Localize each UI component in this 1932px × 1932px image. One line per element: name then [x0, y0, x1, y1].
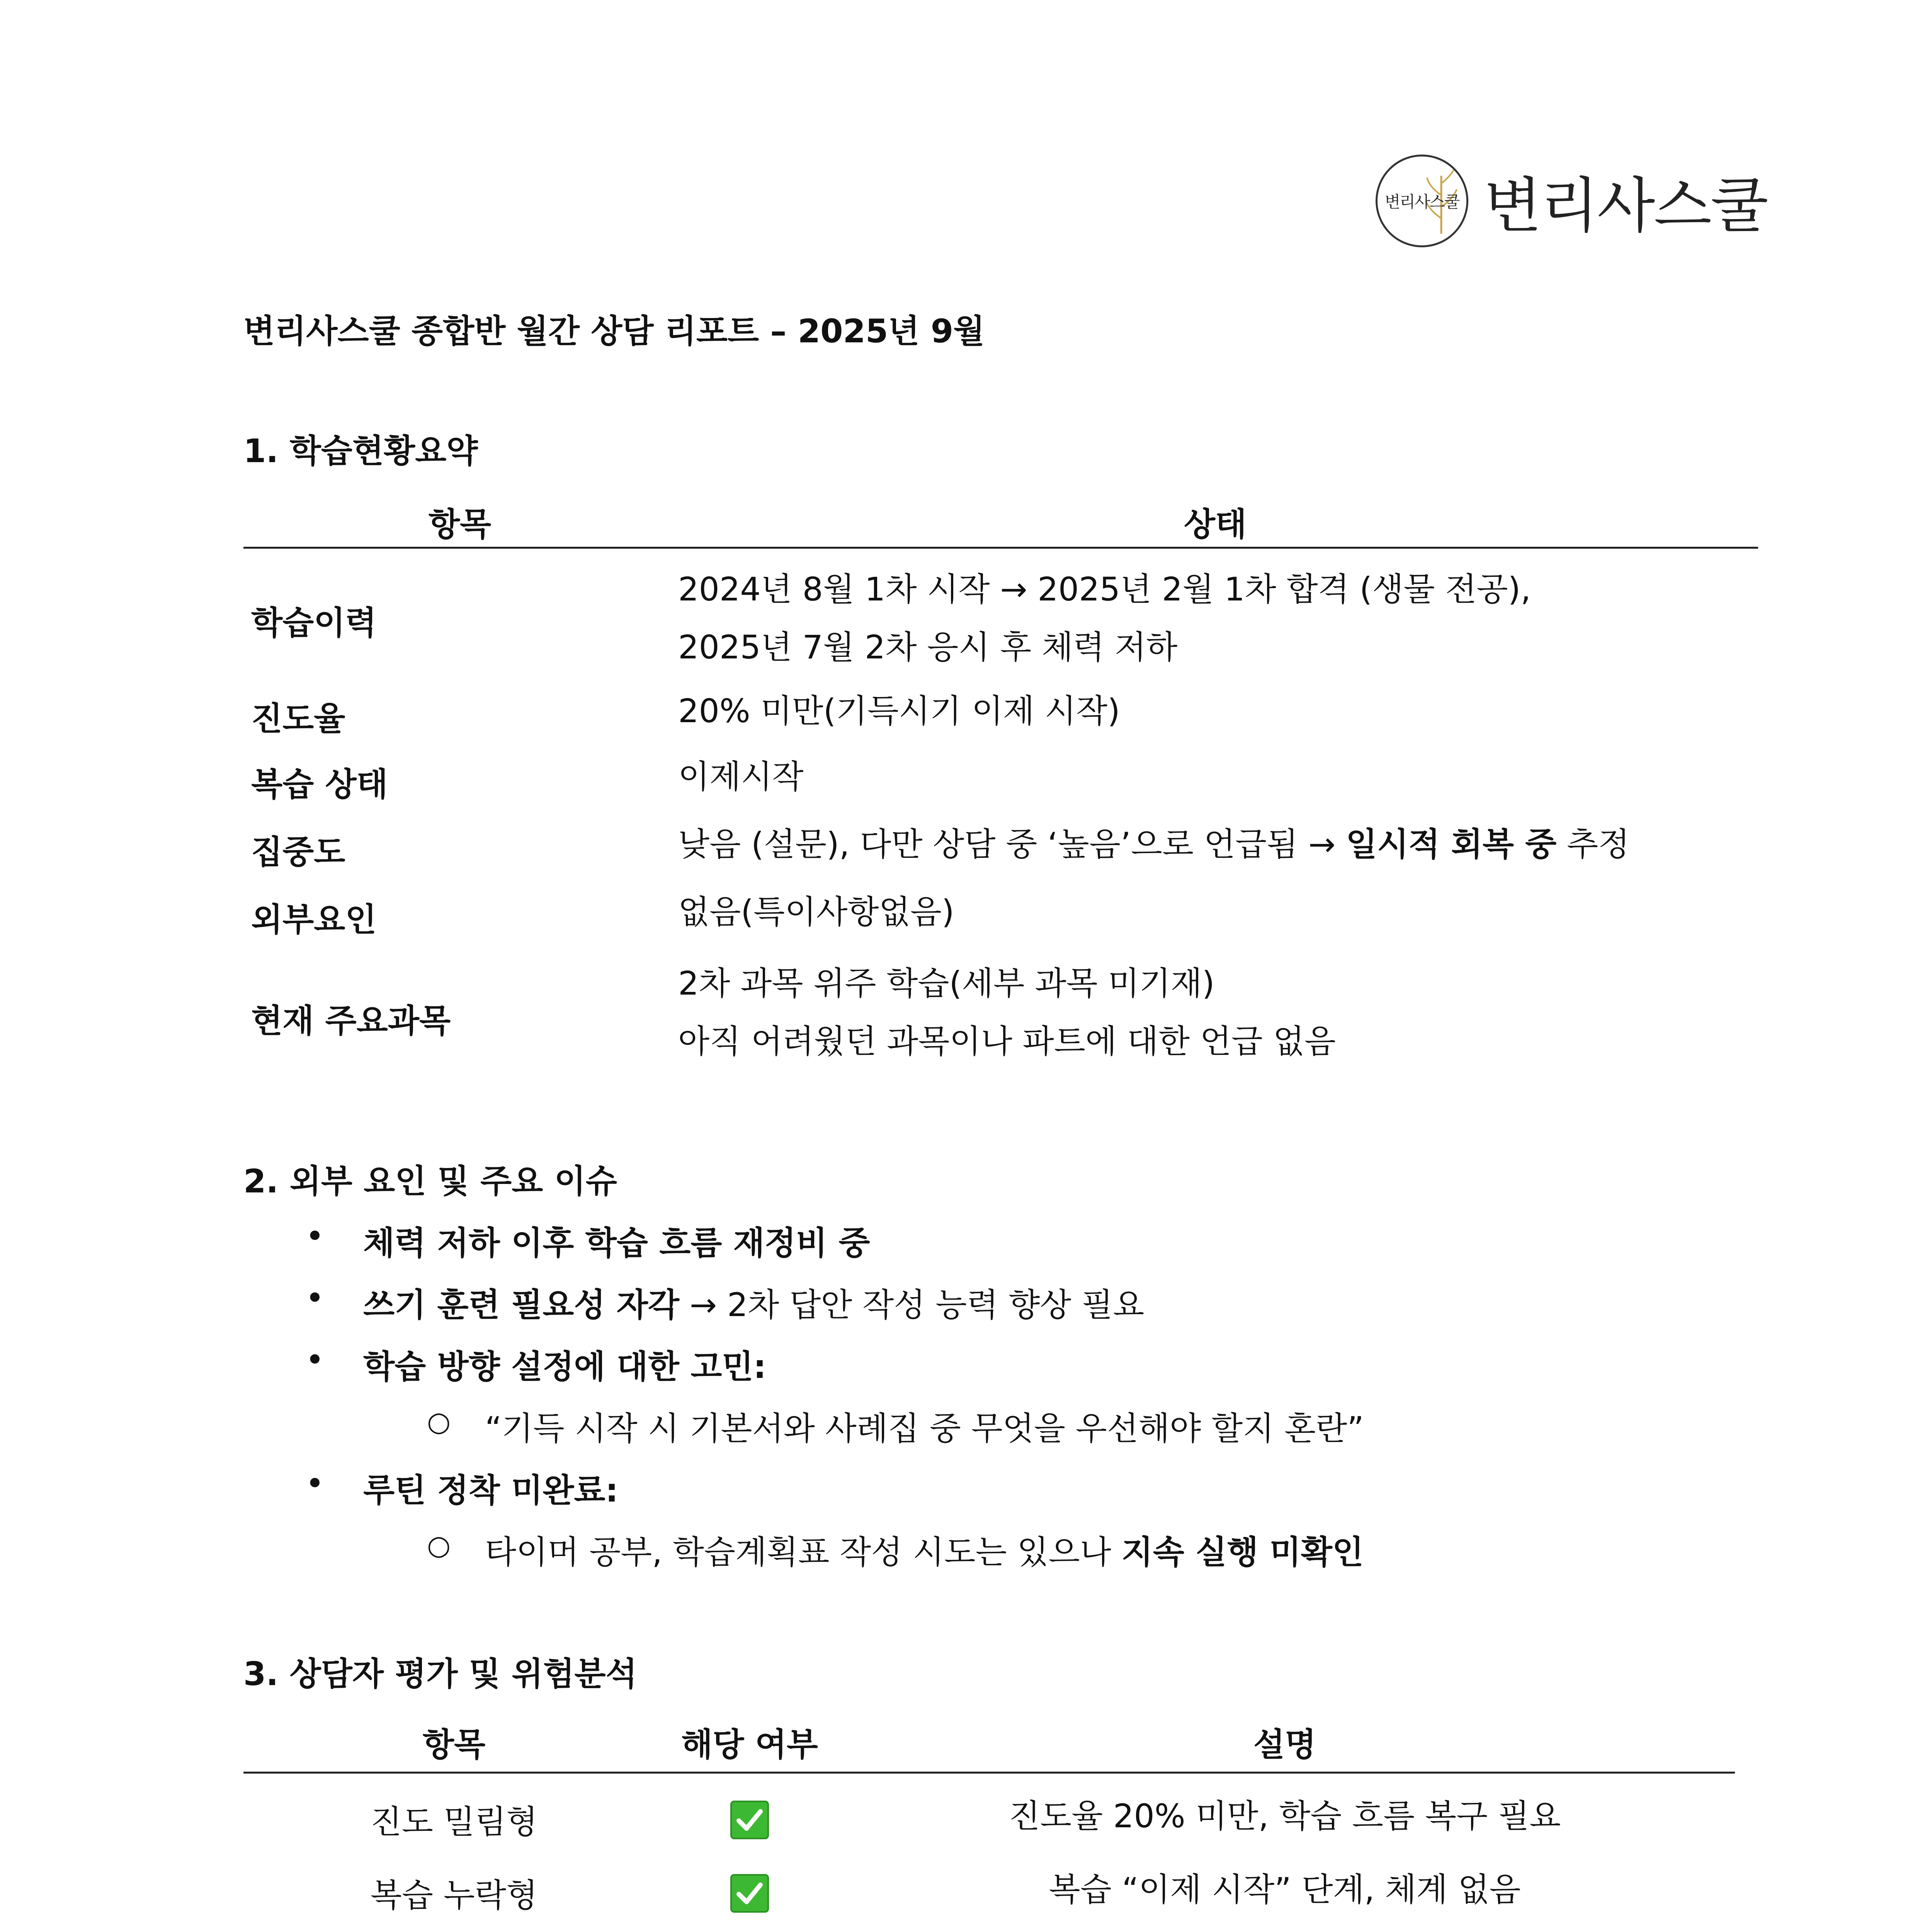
issue-sub-item — [427, 1403, 1364, 1449]
logo — [1376, 153, 1767, 249]
risk-table-col-desc: 설명 — [1253, 1726, 1316, 1764]
bullet-icon: • — [305, 1279, 325, 1317]
issue-sub-item-text: “기득 시작 시 기본서와 사례집 중 무엇을 우선해야 할지 혼란” — [485, 1410, 1364, 1447]
status-table-header — [243, 491, 1758, 549]
status-table-col-item: 항목 — [428, 505, 492, 543]
issue-sub-item — [427, 1526, 1364, 1573]
status-row-value: 20% 미만(기득시기 이제 시작) — [678, 692, 1120, 730]
bullet-icon: • — [305, 1341, 325, 1379]
issue-item — [305, 1279, 1145, 1326]
risk-row — [243, 1859, 1735, 1920]
status-row-value-text: 추정 — [1556, 825, 1630, 863]
status-row-value-line: 2025년 7월 2차 응시 후 체력 저하 — [678, 628, 1178, 666]
issue-item — [305, 1341, 767, 1388]
status-row-label: 외부요인 — [251, 901, 377, 939]
risk-row — [243, 1928, 1735, 1932]
logo-wordmark: 변리사스쿨 — [1484, 171, 1767, 241]
bullet-icon: • — [305, 1217, 325, 1255]
risk-row-desc — [998, 1928, 1571, 1932]
issue-item — [305, 1464, 619, 1511]
section-1-heading: 1. 학습현황요약 — [243, 432, 478, 470]
status-row-value — [678, 560, 1531, 676]
risk-table-header — [243, 1704, 1735, 1774]
section-2-heading: 2. 외부 요인 및 주요 이슈 — [243, 1162, 617, 1200]
issue-sub-item-text: 타이머 공부, 학습계획표 작성 시도는 있으나 — [485, 1533, 1122, 1571]
check-icon — [730, 1801, 769, 1839]
issue-item-bold: 쓰기 훈련 필요성 자각 — [363, 1286, 680, 1324]
sub-bullet-icon: ○ — [427, 1529, 451, 1561]
issue-item-bold: 체력 저하 이후 학습 흐름 재정비 중 — [363, 1224, 870, 1262]
status-row-value-line: 아직 어려웠던 과목이나 파트에 대한 언급 없음 — [678, 1022, 1336, 1060]
status-row-value: 없음(특이사항없음) — [678, 893, 954, 931]
risk-row-desc: 복습 “이제 시작” 단계, 체계 없음 — [1049, 1871, 1521, 1908]
bullet-icon: • — [305, 1464, 325, 1502]
status-row-label: 집중도 — [251, 833, 345, 871]
status-row-value-text: 낮음 (설문), 다만 상담 중 ‘높음’으로 언급됨 → — [678, 825, 1346, 863]
status-row-label: 복습 상태 — [251, 765, 388, 803]
issue-item — [305, 1217, 870, 1264]
logo-seal-text: 변리사스쿨 — [1384, 192, 1459, 211]
status-row-label: 학습이력 — [251, 604, 377, 642]
status-row-label: 진도율 — [251, 700, 345, 738]
risk-row — [243, 1785, 1735, 1847]
risk-row-desc: 진도율 20% 미만, 학습 흐름 복구 필요 — [1009, 1797, 1561, 1835]
status-row-value-line: 2차 과목 위주 학습(세부 과목 미기재) — [678, 964, 1215, 1002]
sub-bullet-icon: ○ — [427, 1406, 451, 1437]
status-row-value — [678, 954, 1336, 1070]
status-table-col-status: 상태 — [1184, 505, 1247, 543]
status-row-value-line: 2024년 8월 1차 시작 → 2025년 2월 1차 합격 (생물 전공), — [678, 570, 1531, 608]
risk-row-item: 복습 누락형 — [370, 1876, 538, 1914]
risk-table-col-item: 항목 — [422, 1726, 486, 1764]
issue-sub-item-bold: 지속 실행 미확인 — [1121, 1533, 1364, 1571]
risk-table-col-applies: 해당 여부 — [681, 1726, 818, 1764]
check-icon — [730, 1874, 769, 1913]
risk-row-desc-line — [998, 1928, 1571, 1932]
status-row-label: 현재 주요과목 — [251, 1002, 451, 1040]
issue-item-bold: 학습 방향 설정에 대한 고민: — [363, 1348, 767, 1386]
logo-seal — [1376, 155, 1468, 247]
section-3-heading: 3. 상담자 평가 및 위험분석 — [243, 1655, 637, 1693]
document-title: 변리사스쿨 종합반 월간 상담 리포트 – 2025년 9월 — [243, 312, 985, 350]
issue-item-text: → 2차 답안 작성 능력 향상 필요 — [679, 1286, 1145, 1324]
risk-row-item: 진도 밀림형 — [370, 1803, 538, 1841]
issue-item-bold: 루틴 정착 미완료: — [363, 1471, 619, 1509]
status-row-value: 이제시작 — [678, 758, 804, 796]
status-row-value-bold: 일시적 회복 중 — [1345, 825, 1557, 863]
status-row-value — [678, 815, 1629, 873]
